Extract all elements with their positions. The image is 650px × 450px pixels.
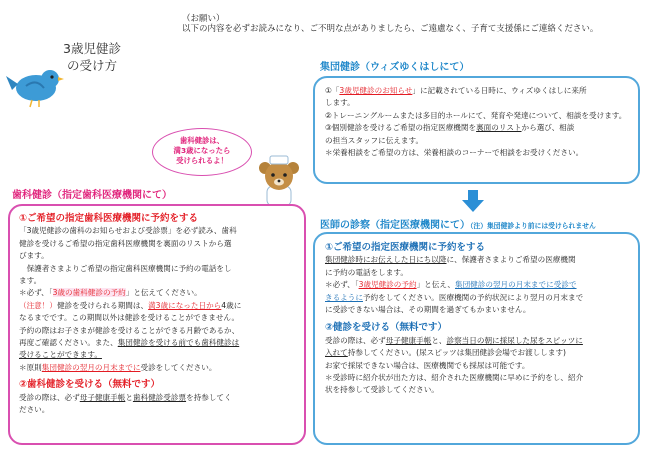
- speech-bubble: 歯科健診は、 満3歳になったら 受けられるよ！: [152, 128, 252, 176]
- notice-body: 以下の内容を必ずお読みになり、ご不明な点がありましたら、ご遠慮なく、子育て支援係にご連絡ください。: [182, 24, 599, 34]
- bird-icon: [6, 64, 64, 108]
- group-checkup-box: ①「3歳児健診のお知らせ」に記載されている日時に、ウィズゆくはしに来所 します。 ②トレーニングルームまたは多目的ホールにて、発育や発達について、相談を受けます。 ③個別健診を受けるご希望の指定医療機関を裏面のリストから選び、相談 の担当スタッフに伝えます。 ＊栄養相談をご希望の方は、栄養相談のコーナーで相談をお受けください。: [313, 76, 640, 184]
- dental-step2-heading: ②歯科健診を受ける（無料です）: [19, 379, 161, 391]
- group-checkup-heading: 集団健診（ウィズゆくはしにて）: [320, 62, 470, 73]
- notice-heading: （お願い）: [182, 14, 225, 24]
- page-title-line1: 3歳児健診: [63, 41, 121, 56]
- doctor-exam-heading: 医師の診察（指定医療機関にて）（注）集団健診より前には受けられません: [320, 220, 596, 231]
- doctor-exam-note: （注）集団健診より前には受けられません: [470, 222, 596, 230]
- dental-step1-heading: ①ご希望の指定歯科医療機関に予約をする: [19, 213, 199, 224]
- dental-box: ①ご希望の指定歯科医療機関に予約をする 「3歳児健診の歯科のお知らせおよび受診票」を必ず読み、歯科 健診を受けるご希望の指定歯科医療機関を裏面のリストから選 びます。 保護者さまよりご希望の指定歯科医療機関に予約の電話をし ます。 ＊必ず、「3歳の歯科健診の予約」と伝えてください。 （注意！）健診を受けられる期間は、満3歳になった日から4歳に なるまでです。この期間以外は健診を受けることができません。 予約の際はお子さまが健診を受けることができる月齢であるか、 再度ご確認ください。また、集団健診を受ける前でも歯科健診は 受けることができます。 ＊原則集団健診の翌月の月末までに受診をしてください。 ②歯科健診を受ける（無料です） 受診の際は、必ず母子健康手帳と歯科健診受診票を持参してく ださい。: [8, 204, 306, 445]
- dental-heading: 歯科健診（指定歯科医療機関にて）: [12, 190, 172, 201]
- bear-doctor-icon: [255, 154, 303, 208]
- doctor-step1-heading: ①ご希望の指定医療機関に予約をする: [325, 242, 486, 253]
- doctor-exam-box: ①ご希望の指定医療機関に予約をする 集団健診時にお伝えした日にち以降に、保護者さまよりご希望の医療機関 に予約の電話をします。 ＊必ず、「3歳児健診の予約」と伝え、集団健診の翌月の月末までに受診で きるように予約をしてください。医療機関の予約状況により翌月の月末まで に受診できない場合は、その期間を過ぎてもかまいません。 ②健診を受ける（無料です） 受診の際は、必ず母子健康手帳と、診察当日の朝に採尿した尿をスピッツに 入れて持参してください。(尿スピッツは集団健診会場でお渡しします) お家で採尿できない場合は、医療機関でも採尿は可能です。 ＊受診時に紹介状が出た方は、紹介された医療機関に早めに予約をし、紹介 状を持参して受診してください。: [313, 232, 640, 445]
- arrow-down-icon: [462, 190, 484, 212]
- doctor-step2-heading: ②健診を受ける（無料です）: [325, 322, 448, 334]
- page-title-line2: の受け方: [66, 58, 117, 73]
